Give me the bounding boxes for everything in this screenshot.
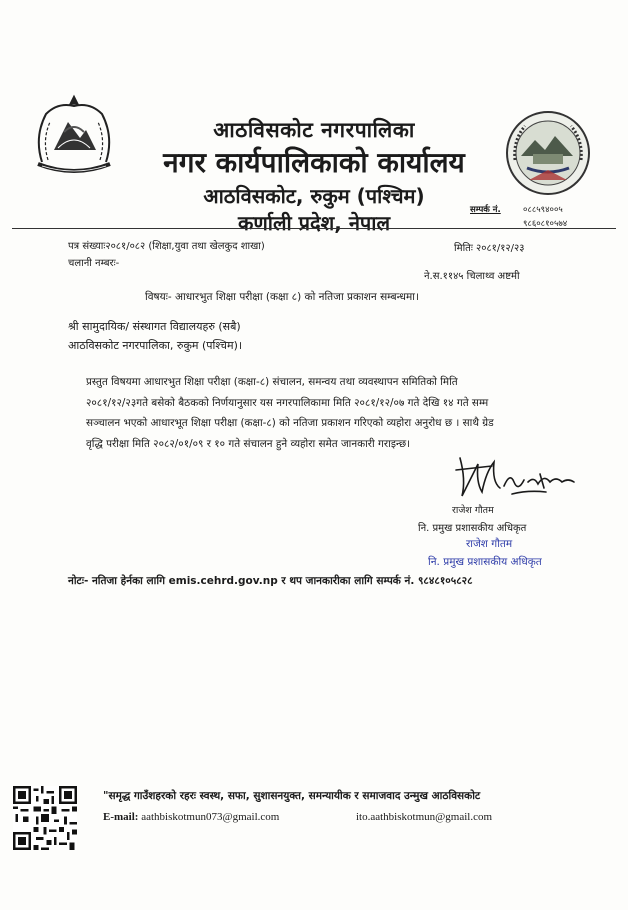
letter-body	[86, 372, 584, 454]
reference-number: पत्र संख्याः२०८१/०८२ (शिक्षा,युवा तथा खेलकुद शाखा)	[68, 241, 265, 252]
letter-date: मितिः २०८१/१२/२३	[454, 243, 525, 254]
qr-code[interactable]	[13, 786, 77, 850]
footer-email-secondary[interactable]: ito.aathbiskotmun@gmail.com	[356, 811, 493, 823]
footer-motto: "समृद्ध गाउँशहरको रहरः स्वस्थ, सफा, सुशासनयुक्त, समन्यायीक र समाजवाद उन्मुख आठविसकोट	[103, 790, 481, 802]
signatory-title: नि. प्रमुख प्रशासकीय अधिकृत	[418, 523, 527, 534]
body-line: प्रस्तुत विषयमा आधारभुत शिक्षा परीक्षा (कक्षा-८) संचालन, समन्वय तथा व्यवस्थापन समितिको मिति	[86, 376, 458, 388]
note-line: नोटः- नतिजा हेर्नका लागि emis.cehrd.gov.np र थप जानकारीका लागि सम्पर्क नं. ९८४८१०५८२८	[68, 575, 473, 587]
body-line: वृद्धि परीक्षा मिति २०८२/०१/०९ र १० गते संचालन हुने व्यहोरा समेत जानकारी गराइन्छ।	[86, 437, 411, 450]
org-name: आठविसकोट नगरपालिका	[213, 118, 415, 142]
body-line: सञ्चालन भएको आधारभूत शिक्षा परीक्षा (कक्षा-८) को नतिजा प्रकाशन गरिएको व्यहोरा अनुरोध छ । साथै ग्रेड	[86, 417, 494, 430]
stamp-name: राजेश गौतम	[466, 538, 513, 550]
contact-block	[470, 203, 568, 231]
footer-email-primary[interactable]	[103, 811, 279, 823]
addressee-line: आठविसकोट नगरपालिका, रुकुम (पश्चिम)।	[68, 339, 243, 352]
contact-number: ०८८५९४००५	[523, 205, 563, 215]
dispatch-number: चलानी नम्बरः-	[68, 258, 120, 269]
contact-number: ९८६०८१०५७४	[523, 219, 568, 229]
province-country: कर्णाली प्रदेश, नेपाल	[237, 211, 391, 235]
addressee-line: श्री सामुदायिक/ संस्थागत विद्यालयहरु (सबै)	[68, 320, 241, 333]
office-name: नगर कार्यपालिकाको कार्यालय	[163, 146, 465, 179]
office-location: आठविसकोट, रुकुम (पश्चिम)	[203, 184, 425, 208]
body-line: २०८१/१२/२३गते बसेको बैठकको निर्णयानुसार यस नगरपालिकामा मिति २०८१/१२/०७ गते देखि १४ गते सम्म	[86, 396, 489, 409]
letter-subject: विषयः- आधारभुत शिक्षा परीक्षा (कक्षा ८) को नतिजा प्रकाशन सम्बन्धमा।	[145, 291, 419, 303]
nepal-sambat-date: ने.स.११४५ चिलाथ्व अष्टमी	[424, 271, 520, 282]
email-address[interactable]: aathbiskotmun073@gmail.com	[141, 811, 280, 823]
stamp-title: नि. प्रमुख प्रशासकीय अधिकृत	[428, 556, 542, 568]
contact-label: सम्पर्क नं.	[470, 205, 501, 215]
email-label: E-mail:	[103, 811, 139, 823]
signatory-name: राजेश गौतम	[452, 505, 494, 516]
header-divider	[12, 228, 616, 229]
handwritten-signature	[452, 452, 582, 504]
contact-row-1	[470, 203, 563, 217]
